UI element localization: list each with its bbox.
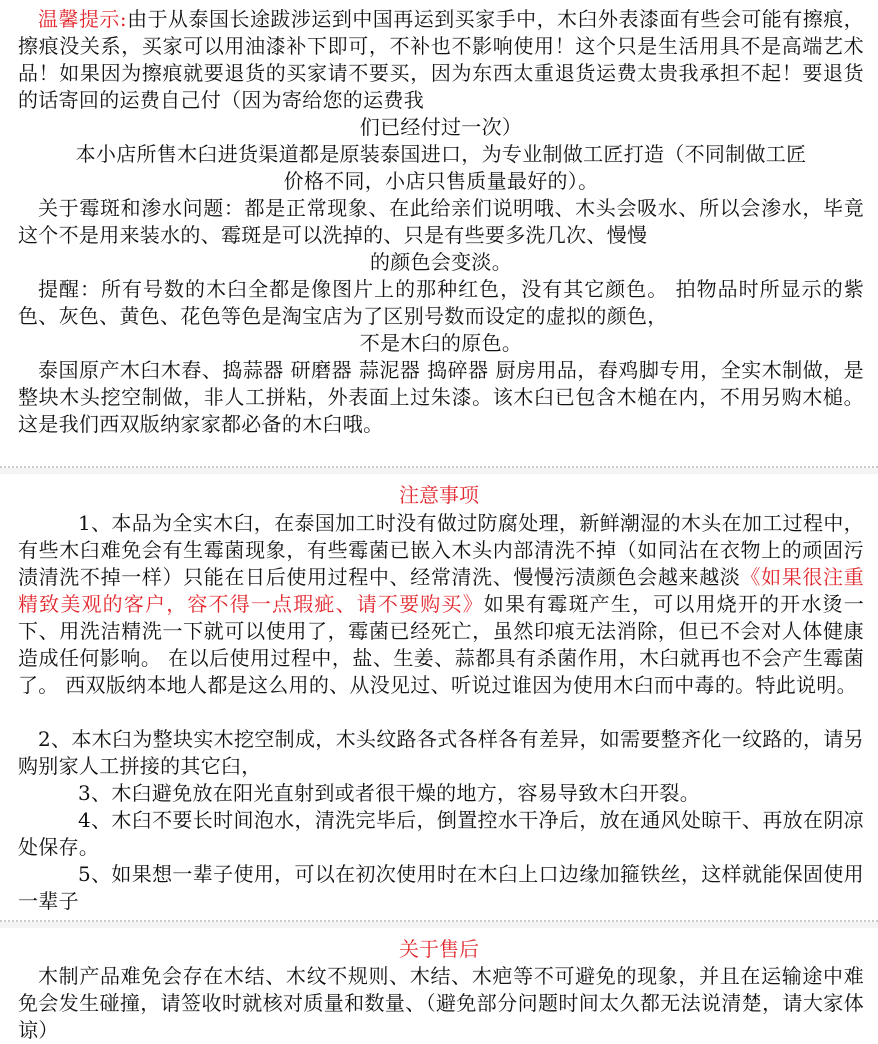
tip-tail: 们已经付过一次）	[359, 115, 523, 139]
color-reminder-tail: 不是木臼的原色。	[359, 331, 523, 355]
precaution-warning: 《如果很注重精致美观的客户，容不得一点瑕疵、请不要购买》	[18, 565, 864, 616]
notice-section	[0, 0, 878, 468]
tip-text: 由于从泰国长途跋涉运到中国再运到买家手中，木臼外表漆面有些会可能有擦痕，擦痕没关系，买家可以用油漆补下即可，不补也不影响使用！这个只是生活用具不是高端艺术品！如果因为擦痕就要退货的买家请不要买，因为东西太重退货运费太贵我承担不起！要退货的话寄回的运费自己付（因为寄给您的运费我	[18, 7, 864, 112]
precaution-item-2: 2、本木臼为整块实木挖空制成，木头纹路各式各样各有差异，如需要整齐化一纹路的，请另购别家人工拼接的其它臼，	[18, 727, 864, 778]
precaution-item-4: 4、木臼不要长时间泡水，清洗完毕后，倒置控水干净后，放在通风处晾干、再放在阴凉处保存。	[18, 808, 864, 859]
precaution-item-1-text: 1、本品为全实木臼，在泰国加工时没有做过防腐处理，新鲜潮湿的木头在加工过程中，有些木臼难免会有生霉菌现象，有些霉菌已嵌入木头内部清洗不掉（如同沾在衣物上的顽固污渍清洗不掉一样）只能在日后使用过程中、经常清洗、慢慢污渍颜色会越来越淡	[18, 511, 864, 589]
tip-label: 温馨提示:	[38, 7, 127, 31]
precautions-heading: 注意事项	[399, 483, 479, 507]
after-sales-section	[0, 928, 878, 1042]
source-paragraph: 本小店所售木臼进货渠道都是原装泰国进口，为专业制做工匠打造（不同制做工匠	[75, 142, 807, 166]
precaution-item-1-more: 如果有霉斑产生，可以用烧开的开水烫一下、用洗洁精洗一下就可以使用了，霉菌已经死亡，虽然印痕无法消除，但已不会对人体健康造成任何影响。 在以后使用过程中，盐、生姜、蒜都具有杀菌作用，木臼就再也不会产生霉菌了。 西双版纳本地人都是这么用的、从没见过、听说过谁因为使用木臼而中毒的。特此说明。	[18, 592, 864, 697]
after-sales-heading: 关于售后	[399, 937, 479, 961]
source-tail: 价格不同，小店只售质量最好的）。	[283, 169, 599, 193]
precautions-section	[0, 474, 878, 922]
after-sales-paragraph: 木制产品难免会存在木结、木纹不规则、木结、木疤等不可避免的现象，并且在运输途中难免会发生碰撞，请签收时就核对质量和数量、（避免部分问题时间太久都无法说清楚，请大家体谅）	[18, 964, 864, 1042]
mold-paragraph: 关于霉斑和渗水问题：都是正常现象、在此给亲们说明哦、木头会吸水、所以会渗水，毕竟这个不是用来装水的、霉斑是可以洗掉的、只是有些要多洗几次、慢慢	[18, 196, 864, 247]
product-description-paragraph: 泰国原产木臼木舂、捣蒜器 研磨器 蒜泥器 捣碎器 厨房用品，舂鸡脚专用，全实木制做，是整块木头挖空制做，非人工拼粘，外表面上过朱漆。该木臼已包含木槌在内，不用另购木槌。这是我们西双版纳家家都必备的木臼哦。	[18, 358, 864, 436]
mold-tail: 的颜色会变淡。	[369, 250, 513, 274]
color-reminder-paragraph: 提醒：所有号数的木臼全都是像图片上的那种红色，没有其它颜色。 拍物品时所显示的紫色、灰色、黄色、花色等色是淘宝店为了区别号数而设定的虚拟的颜色，	[18, 277, 864, 328]
precaution-item-3: 3、木臼避免放在阳光直射到或者很干燥的地方，容易导致木臼开裂。	[78, 781, 701, 805]
shipping-notice-paragraph	[18, 6, 864, 114]
precaution-item-5: 5、如果想一辈子使用，可以在初次使用时在木臼上口边缘加箍铁丝，这样就能保固使用一辈子	[18, 862, 864, 913]
precaution-item-1	[18, 510, 864, 699]
